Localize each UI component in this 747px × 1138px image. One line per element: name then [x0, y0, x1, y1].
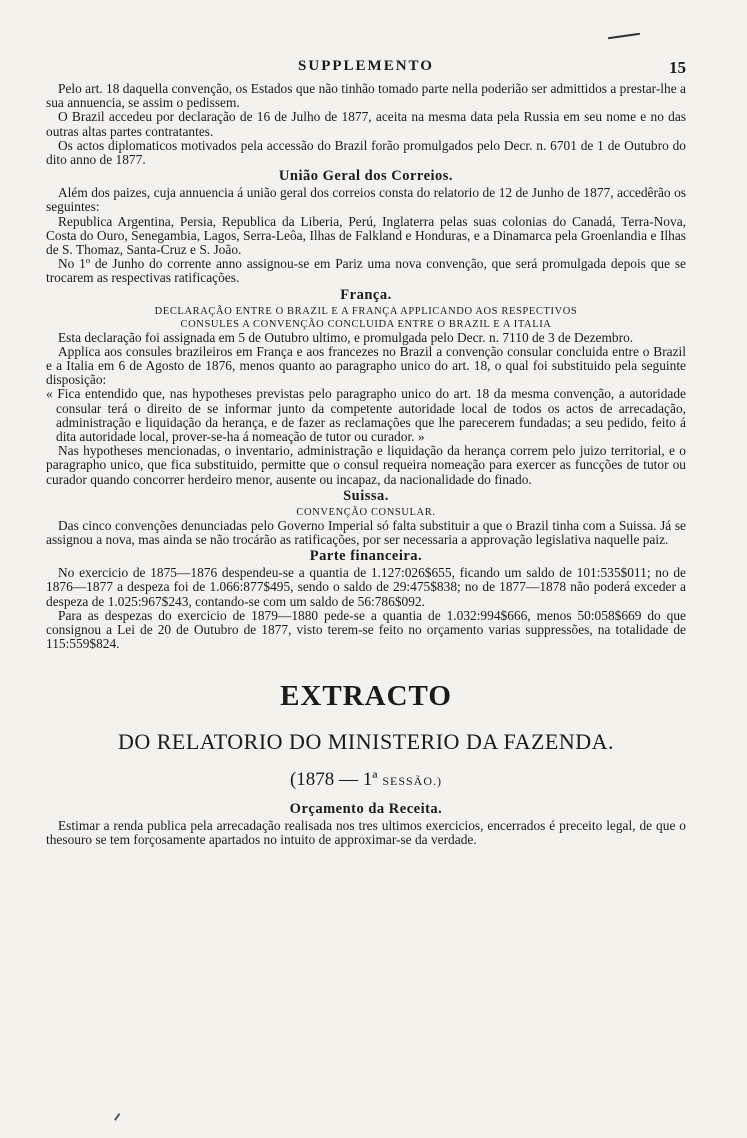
paragraph: Esta declaração foi assignada em 5 de Outubro ultimo, e promulgada pelo Decr. n. 7110 de 3 de Dezembro.	[58, 329, 634, 345]
session-year: (1878 — 1ª	[289, 768, 378, 790]
subheading: CONSULES A CONVENÇÃO CONCLUIDA ENTRE O BRAZIL E A ITALIA	[180, 318, 552, 330]
session-line	[46, 769, 686, 791]
session-word: SESSÃO.)	[382, 773, 442, 788]
paragraph: Os actos diplomaticos motivados pela accessão do Brazil forão promulgados pelo Decr. n. 6701 de 1 de Outubro do dito anno de 1877.	[46, 137, 686, 168]
section-heading-uniao: União Geral dos Correios.	[278, 168, 454, 185]
paragraph: Das cinco convenções denunciadas pelo Governo Imperial só falta substituir a que o Brazil tinha com a Suissa. Já se assignou a nova, mas ainda se não trocárão as ratificações, por ser necessaria a approvação legislativa naquelle paiz.	[46, 517, 686, 548]
paragraph: Republica Argentina, Persia, Republica da Liberia, Perú, Inglaterra pelas suas colonias do Canadá, Terra-Nova, Costa do Ouro, Senegambia, Lagos, Serra-Leôa, Ilhas de Falkland e Honduras, e a Dinamarca pela Groenlandia e Ilhas de S. Thomaz, Santa-Cruz e S. João.	[46, 213, 686, 258]
paragraph: O Brazil accedeu por declaração de 16 de Julho de 1877, aceita na mesma data pela Russia em seu nome e no das outras altas partes contratantes.	[46, 109, 686, 139]
subheading: DECLARAÇÃO ENTRE O BRAZIL E A FRANÇA APPLICANDO AOS RESPECTIVOS	[154, 305, 578, 317]
ink-mark	[608, 33, 640, 39]
paragraph: No 1º de Junho do corrente anno assignou-se em Pariz uma nova convenção, que será promulgada depois que se trocarem as respectivas ratificações.	[46, 256, 686, 286]
paragraph: No exercicio de 1875—1876 despendeu-se a quantia de 1.127:026$655, ficando um saldo de 101:535$011; no de 1876—1877 a despeza foi de 1.066:877$495, sendo o saldo de 29:475$838; no de 1877—1878 não poderá exceder a despeza de 1.025:967$243, contando-se com um saldo de 56:786$092.	[46, 565, 686, 609]
paragraph: Além dos paizes, cuja annuencia á união geral dos correios consta do relatorio de 12 de Junho de 1877, accedêrão os seguintes:	[46, 185, 686, 215]
section-heading-financeira: Parte financeira.	[309, 548, 423, 565]
extract-subtitle: DO RELATORIO DO MINISTERIO DA FAZENDA.	[117, 728, 615, 754]
paragraph: Para as despezas do exercicio de 1879—1880 pede-se a quantia de 1.032:994$666, menos 50:058$669 do que consignou a Lei de 20 de Outubro de 1877, visto terem-se feito no orçamento varias suppressões, na totalidade de 115:559$824.	[46, 607, 686, 652]
subheading: CONVENÇÃO CONSULAR.	[296, 506, 436, 518]
paragraph: Nas hypotheses mencionadas, o inventario, administração e liquidação da herança correm pelo juizo territorial, e o paragrapho unico, que fica substituido, permitte que o consul requeira nomeação para exercer as funcções de tutor ou curador quando concorrer herdeiro menor, ausente ou incapaz, da nacionalidade do finado.	[46, 443, 686, 487]
extract-title: EXTRACTO	[280, 679, 452, 712]
section-heading-suissa: Suissa.	[343, 487, 389, 504]
page-number: 15	[669, 58, 686, 77]
quoted-provision: « Fica entendido que, nas hypotheses previstas pelo paragrapho unico do art. 18 da mesma convenção, a autoridade consular terá o direito de se informar junto da competente autoridade local de todos os actos de arrecadação, administração e liquidação da herança, e de fazer as reclamações que lhe parecerem fundadas; a seu pedido, feito á dita autoridade local, prover-se-ha á nomeação de tutor ou curador. »	[46, 386, 686, 445]
section-heading-franca: França.	[340, 286, 392, 303]
header-title: SUPPLEMENTO	[298, 58, 434, 74]
running-header	[46, 58, 686, 82]
document-page	[46, 58, 686, 847]
paragraph: Pelo art. 18 daquella convenção, os Estados que não tinhão tomado parte nella poderião ser admittidos a prestar-lhe a sua annuencia, se assim o pedissem.	[46, 81, 686, 111]
ink-mark	[114, 1113, 120, 1120]
paragraph: Estimar a renda publica pela arrecadação realisada nos tres ultimos exercicios, encerrados é preceito legal, de que o thesouro se tem forçosamente apartados no intuito de approximar-se da verdade.	[46, 817, 686, 847]
paragraph: Applica aos consules brazileiros em França e aos francezes no Brazil a convenção consular concluida entre o Brazil e a Italia em 6 de Agosto de 1876, menos quanto ao paragrapho unico do art. 18, o qual foi substituido pela seguinte disposição:	[46, 343, 686, 388]
section-heading-orcamento: Orçamento da Receita.	[289, 800, 443, 817]
